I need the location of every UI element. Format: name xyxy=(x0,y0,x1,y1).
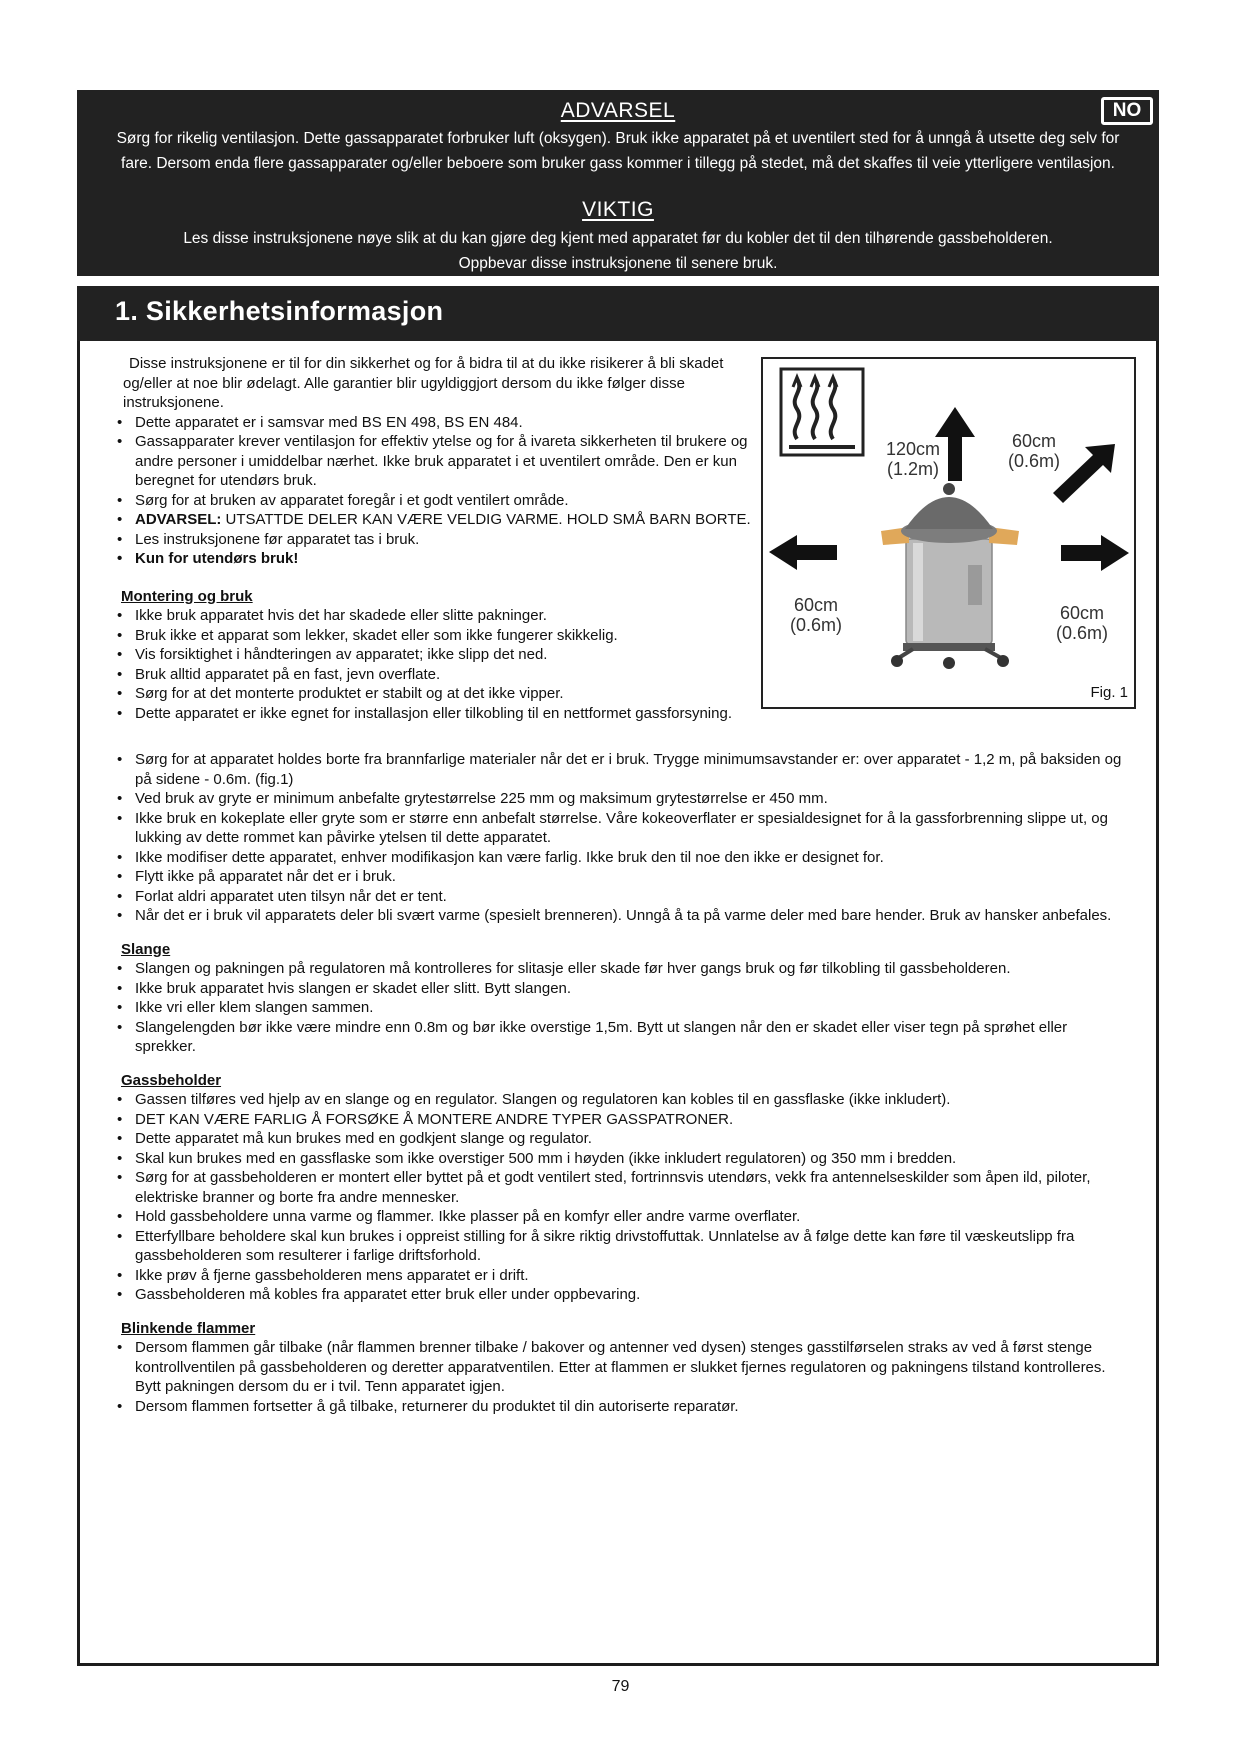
label-left-clearance xyxy=(781,595,851,635)
assembly-list-narrow xyxy=(113,606,763,723)
list-item: • Ikke bruk apparatet hvis det har skadede eller slitte pakninger. xyxy=(113,606,763,626)
list-item: • Sørg for at gassbeholderen er montert eller byttet på et godt ventilert sted, fortrinnsvis utendørs, vekk fra antennelseskilder som åpen ild, piloter, elektriske branner og borte fra andre mennesker. xyxy=(113,1168,1123,1207)
label-left-text: 60cm (0.6m) xyxy=(789,595,842,635)
list-item: • Les instruksjonene før apparatet tas i bruk. xyxy=(113,530,763,550)
list-item: • Ikke modifiser dette apparatet, enhver modifikasjon kan være farlig. Ikke bruk den til noe den ikke er designet for. xyxy=(113,848,1123,868)
hot-surface-icon xyxy=(781,369,863,455)
list-item: • Ikke prøv å fjerne gassbeholderen mens apparatet er i drift. xyxy=(113,1266,1123,1286)
gas-container-list xyxy=(113,1090,1123,1305)
flashback-heading: Blinkende flammer xyxy=(121,1319,256,1337)
list-item: • Dette apparatet er ikke egnet for installasjon eller tilkobling til en nettformet gassforsyning. xyxy=(113,704,763,724)
warning-box xyxy=(77,90,1159,276)
intro-line-1: Disse instruksjonene er til for din sikkerhet og for å bidra til at du ikke risikerer å bli skadet xyxy=(129,355,724,372)
intro-block xyxy=(113,354,763,723)
list-item: • Ikke bruk en kokeplate eller gryte som er større enn anbefalt størrelse. Våre kokeoverflater er spesialdesignet for å la gassforbrenning slippe ut, og lukking av dette rommet kan påvirke ytelsen til dette apparatet. xyxy=(113,809,1123,848)
arrow-left-icon xyxy=(769,535,837,570)
list-item: • Gassen tilføres ved hjelp av en slange og en regulator. Slangen og regulatoren kan kobles til en gassflaske (ikke inkludert). xyxy=(113,1090,1123,1110)
clearance-diagram xyxy=(763,359,1133,706)
hose-heading: Slange xyxy=(121,940,171,958)
main-block xyxy=(113,750,1123,1416)
clearance-figure xyxy=(761,357,1136,709)
list-item: • Ved bruk av gryte er minimum anbefalte grytestørrelse 225 mm og maksimum grytestørrelse er 450 mm. xyxy=(113,789,1123,809)
list-item: • Sørg for at det monterte produktet er stabilt og at det ikke vipper. xyxy=(113,684,763,704)
language-badge: NO xyxy=(1101,97,1153,125)
list-item: • Sørg for at apparatet holdes borte fra brannfarlige materialer når det er i bruk. Trygge minimumsavstander er: over apparatet - 1,2 m, på baksiden og på sidene - 0.6m. (fig.1) xyxy=(113,750,1123,789)
label-top-text: 120cm (1.2m) xyxy=(885,439,941,479)
list-item: • Skal kun brukes med en gassflaske som ikke overstiger 500 mm i høyden (ikke inkludert regulatoren) og 350 mm i bredden. xyxy=(113,1149,1123,1169)
list-item: • Dersom flammen går tilbake (når flammen brenner tilbake / bakover og antenner ved dysen) stenges gasstilførselen straks av ved å først stenge kontrollventilen på gassbeholderen og deretter apparatventilen. Etter at flammen er slukket fjernes regulatoren og pakningens tilstand kontrolleres. Bytt pakningen dersom du er i tvil. Tenn apparatet igjen. xyxy=(113,1338,1123,1397)
important-text-1: Les disse instruksjonene nøye slik at du kan gjøre deg kjent med apparatet før du kobler det til den tilhørende gassbeholderen. xyxy=(183,230,1053,247)
list-item: • Etterfyllbare beholdere skal kun brukes i oppreist stilling for å sikre riktig drivstoffuttak. Unnlatelse av å følge dette kan føre til væskeutslipp fra gassbeholderen som resulterer i farlige driftsforhold. xyxy=(113,1227,1123,1266)
patio-heater-image xyxy=(881,483,1019,669)
figure-caption: Fig. 1 xyxy=(1090,684,1128,701)
list-item: • Ikke vri eller klem slangen sammen. xyxy=(113,998,1123,1018)
list-item: • Bruk ikke et apparat som lekker, skadet eller som ikke fungerer skikkelig. xyxy=(113,626,763,646)
warning-inline-text: UTSATTDE DELER KAN VÆRE VELDIG VARME. HOLD SMÅ BARN BORTE. xyxy=(221,511,751,528)
list-item: • DET KAN VÆRE FARLIG Å FORSØKE Å MONTERE ANDRE TYPER GASSPATRONER. xyxy=(113,1110,1123,1130)
flashback-list xyxy=(113,1338,1123,1416)
list-item: • Forlat aldri apparatet uten tilsyn når det er tent. xyxy=(113,887,1123,907)
list-item xyxy=(113,510,763,530)
separator xyxy=(77,276,1159,286)
list-item: • Kun for utendørs bruk! xyxy=(113,549,763,569)
list-item: • Gassapparater krever ventilasjon for effektiv ytelse og for å ivareta sikkerheten til brukere og andre personer i umiddelbar nærhet. Ikke bruk apparatet i et uventilert område. Den er kun beregnet for utendørs bruk. xyxy=(113,432,763,491)
list-item: • Bruk alltid apparatet på en fast, jevn overflate. xyxy=(113,665,763,685)
list-item: • Dette apparatet er i samsvar med BS EN 498, BS EN 484. xyxy=(113,413,763,433)
important-title: VIKTIG xyxy=(582,198,654,221)
label-top-right-text: 60cm (0.6m) xyxy=(1007,431,1060,471)
list-item: • Dette apparatet må kun brukes med en godkjent slange og regulator. xyxy=(113,1129,1123,1149)
list-item: • Ikke bruk apparatet hvis slangen er skadet eller slitt. Bytt slangen. xyxy=(113,979,1123,999)
list-item: • Sørg for at bruken av apparatet foregår i et godt ventilert område. xyxy=(113,491,763,511)
intro-line-2: og/eller at noe blir ødelagt. Alle garantier blir ugyldiggjort dersom du ikke følger disse instruksjonene. xyxy=(123,374,685,411)
assembly-list-wide xyxy=(113,750,1123,926)
list-item: • Vis forsiktighet i håndteringen av apparatet; ikke slipp det ned. xyxy=(113,645,763,665)
page-number: 79 xyxy=(611,1678,630,1695)
list-item: • Gassbeholderen må kobles fra apparatet etter bruk eller under oppbevaring. xyxy=(113,1285,1123,1305)
list-item: • Flytt ikke på apparatet når det er i bruk. xyxy=(113,867,1123,887)
label-right-clearance xyxy=(1047,603,1117,643)
label-right-text: 60cm (0.6m) xyxy=(1055,603,1108,643)
gas-container-heading: Gassbeholder xyxy=(121,1071,222,1089)
label-top-right-clearance xyxy=(999,431,1069,471)
warning-title: ADVARSEL xyxy=(560,99,676,122)
intro-list xyxy=(113,413,763,569)
assembly-heading: Montering og bruk xyxy=(121,587,253,605)
list-item: • Når det er i bruk vil apparatets deler bli svært varme (spesielt brenneren). Unngå å ta på varme deler med bare hender. Bruk av hansker anbefales. xyxy=(113,906,1123,926)
section-header xyxy=(77,286,1159,341)
important-text-2: Oppbevar disse instruksjonene til senere bruk. xyxy=(458,255,778,272)
list-item: • Hold gassbeholdere unna varme og flammer. Ikke plasser på en komfyr eller andre varme overflater. xyxy=(113,1207,1123,1227)
hose-list xyxy=(113,959,1123,1057)
warning-label: ADVARSEL: xyxy=(135,511,222,528)
list-item: • Dersom flammen fortsetter å gå tilbake, returnerer du produktet til din autoriserte reparatør. xyxy=(113,1397,1123,1417)
list-item: • Slangen og pakningen på regulatoren må kontrolleres for slitasje eller skade før hver gangs bruk og før tilkobling til gassbeholderen. xyxy=(113,959,1123,979)
warning-text: Sørg for rikelig ventilasjon. Dette gassapparatet forbruker luft (oksygen). Bruk ikke apparatet på et uventilert sted for å unngå å utsette deg selv for fare. Dersom enda flere gassapparater og/eller beboere som bruker gass kommer i tillegg på stedet, må det skaffes til veie ytterligere ventilasjon. xyxy=(116,130,1120,172)
label-top-clearance xyxy=(875,439,951,479)
section-title: 1. Sikkerhetsinformasjon xyxy=(115,296,444,326)
list-item: • Slangelengden bør ikke være mindre enn 0.8m og bør ikke overstige 1,5m. Bytt ut slangen når den er skadet eller viser tegn på sprøhet eller sprekker. xyxy=(113,1018,1123,1057)
arrow-right-icon xyxy=(1061,535,1129,571)
